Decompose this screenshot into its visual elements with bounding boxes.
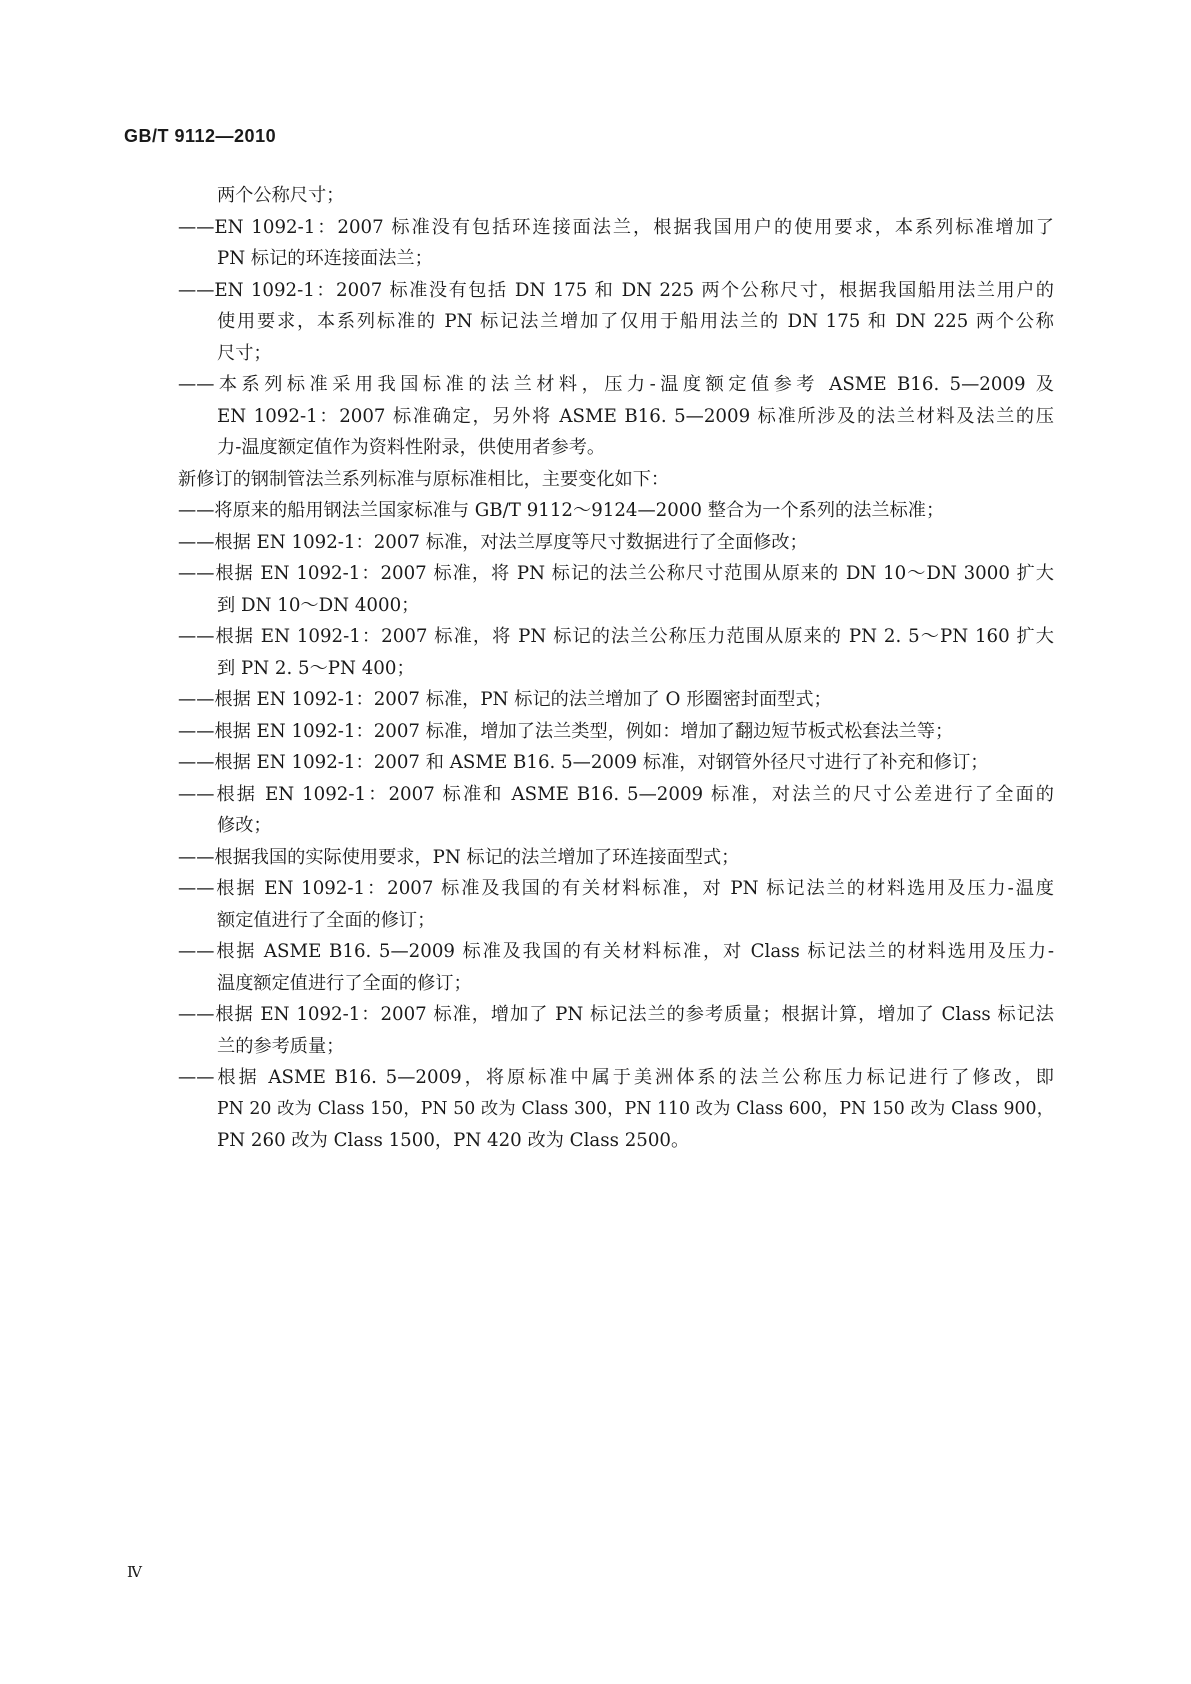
standard-code-header: GB/T 9112—2010 — [124, 126, 277, 146]
list-item: ——根据 EN 1092-1：2007 标准，PN 标记的法兰增加了 O 形圈密封面型式； — [178, 689, 832, 710]
text-line: PN 260 改为 Class 1500，PN 420 改为 Class 2500。 — [217, 1130, 690, 1151]
text-line: 到 PN 2. 5～PN 400； — [217, 657, 415, 679]
list-item: ——EN 1092-1：2007 标准没有包括 DN 175 和 DN 225 两个公称尺寸，根据我国船用法兰用户的 — [178, 279, 1054, 301]
list-item: ——将原来的船用钢法兰国家标准与 GB/T 9112～9124—2000 整合为一个系列的法兰标准； — [178, 500, 945, 521]
text-line: EN 1092-1：2007 标准确定，另外将 ASME B16. 5—2009 标准所涉及的法兰材料及法兰的压 — [217, 405, 1054, 427]
list-item: ——根据 EN 1092-1：2007 标准，增加了 PN 标记法兰的参考质量；根据计算，增加了 Class 标记法 — [178, 1004, 1054, 1025]
text-line: 使用要求，本系列标准的 PN 标记法兰增加了仅用于船用法兰的 DN 175 和 DN 225 两个公称 — [217, 311, 1054, 332]
page-number: Ⅳ — [127, 1563, 142, 1581]
document-body — [178, 180, 1054, 1157]
list-item: ——根据 EN 1092-1：2007 和 ASME B16. 5—2009 标准，对钢管外径尺寸进行了补充和修订； — [178, 752, 989, 773]
list-item: ——根据 EN 1092-1：2007 标准，将 PN 标记的法兰公称压力范围从原来的 PN 2. 5～PN 160 扩大 — [178, 626, 1054, 647]
text-line: 温度额定值进行了全面的修订； — [217, 972, 472, 994]
list-item: ——根据我国的实际使用要求，PN 标记的法兰增加了环连接面型式； — [178, 846, 740, 868]
text-line: PN 20 改为 Class 150，PN 50 改为 Class 300，PN 110 改为 Class 600，PN 150 改为 Class 900， — [217, 1098, 1054, 1119]
list-item: ——EN 1092-1：2007 标准没有包括环连接面法兰，根据我国用户的使用要求，本系列标准增加了 — [178, 216, 1054, 238]
list-item: ——根据 EN 1092-1：2007 标准，对法兰厚度等尺寸数据进行了全面修改； — [178, 531, 808, 553]
text-line: 到 DN 10～DN 4000； — [217, 594, 420, 616]
list-item: ——根据 EN 1092-1：2007 标准，将 PN 标记的法兰公称尺寸范围从原来的 DN 10～DN 3000 扩大 — [178, 563, 1054, 584]
section-intro: 新修订的钢制管法兰系列标准与原标准相比，主要变化如下： — [178, 468, 670, 490]
text-line: 兰的参考质量； — [217, 1035, 345, 1057]
text-line: 尺寸； — [217, 342, 272, 364]
list-item: ——根据 ASME B16. 5—2009，将原标准中属于美洲体系的法兰公称压力标记进行了修改，即 — [178, 1067, 1054, 1088]
text-line: 力-温度额定值作为资料性附录，供使用者参考。 — [217, 437, 606, 458]
list-item: ——根据 ASME B16. 5—2009 标准及我国的有关材料标准，对 Class 标记法兰的材料选用及压力- — [178, 941, 1054, 962]
list-item: ——根据 EN 1092-1：2007 标准和 ASME B16. 5—2009 标准，对法兰的尺寸公差进行了全面的 — [178, 783, 1054, 805]
list-item: ——本系列标准采用我国标准的法兰材料，压力-温度额定值参考 ASME B16. 5—2009 及 — [178, 374, 1054, 395]
text-line: 两个公称尺寸； — [217, 185, 345, 206]
list-item: ——根据 EN 1092-1：2007 标准，增加了法兰类型，例如：增加了翻边短节板式松套法兰等； — [178, 720, 954, 742]
text-line: PN 标记的环连接面法兰； — [217, 248, 433, 269]
list-item: ——根据 EN 1092-1：2007 标准及我国的有关材料标准，对 PN 标记法兰的材料选用及压力-温度 — [178, 878, 1054, 899]
text-line: 修改； — [217, 815, 272, 836]
text-line: 额定值进行了全面的修订； — [217, 909, 436, 931]
